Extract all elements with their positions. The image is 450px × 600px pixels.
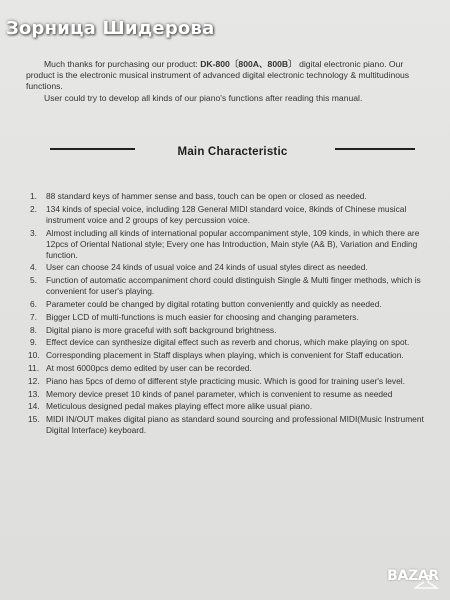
intro-paragraph-1 [26,59,426,93]
feature-item [30,312,430,323]
feature-text: Almost including all kinds of international popular accompaniment style, 109 kinds, in which there are 12pcs of Oriental National style; Every one has Introduction, Main style (A& B), Variation and Ending function. [46,227,420,260]
feature-text: MIDI IN/OUT makes digital piano as standard sound sourcing and professional MIDI(Music Instrument Digital Interface) keyboard. [46,414,424,436]
feature-number: 9. [30,337,37,348]
bazar-watermark [380,568,446,594]
feature-text: Corresponding placement in Staff displays when playing, which is convenient for Staff education. [46,350,404,361]
feature-text: Meticulous designed pedal makes playing effect more alike usual piano. [46,401,313,412]
feature-text: Bigger LCD of multi-functions is much easier for choosing and changing parameters. [46,311,359,322]
feature-item [30,299,430,310]
feature-text: Effect device can synthesize digital effect such as reverb and chorus, which make playing on spot. [46,337,410,348]
section-title: Main Characteristic [177,146,288,158]
watermark-text: BAZAR [387,568,439,584]
feature-text: Function of automatic accompaniment chord could distinguish Single & Multi finger methods, which is convenient for user's playing. [46,275,421,297]
feature-item [30,228,430,261]
hanger-icon [380,568,446,594]
section-heading [50,142,415,162]
feature-number: 7. [30,311,37,322]
feature-item [30,401,430,412]
intro-paragraph-2: User could try to develop all kinds of our piano's functions after reading this manual. [44,92,363,103]
feature-number: 1. [30,191,37,201]
feature-text: At most 6000pcs demo edited by user can be recorded. [46,362,252,373]
feature-item [30,275,430,297]
seller-name-overlay: Зорница Шидерова [6,18,215,39]
feature-number: 6. [30,298,37,309]
intro-text [26,59,426,104]
feature-number: 11. [28,362,40,373]
feature-item [30,414,430,436]
feature-item [30,389,430,400]
feature-number: 2. [30,203,37,214]
feature-text: 134 kinds of special voice, including 128 General MIDI standard voice, 8kinds of Chinese musical instrument voice and 2 groups of key percussion voice. [46,203,407,225]
feature-number: 3. [30,227,37,238]
feature-text: Digital piano is more graceful with soft background brightness. [46,324,277,335]
feature-item [30,337,430,348]
feature-item [30,363,430,374]
feature-number: 14. [28,401,40,412]
feature-number: 5. [30,275,37,286]
feature-text: 88 standard keys of hammer sense and bass, touch can be open or closed as needed. [46,191,367,201]
feature-item [30,204,430,226]
feature-number: 13. [28,388,40,399]
feature-number: 8. [30,324,37,335]
feature-number: 15. [28,414,40,425]
feature-list [30,191,430,438]
feature-item [30,262,430,273]
heading-rule-right [335,148,415,150]
feature-item [30,191,430,202]
feature-number: 12. [28,375,40,386]
feature-text: Memory device preset 10 kinds of panel parameter, which is convenient to resume as needed [46,388,393,399]
feature-text: User can choose 24 kinds of usual voice and 24 kinds of usual styles direct as needed. [46,262,368,273]
intro-lead-text: Much thanks for purchasing our product: [44,59,201,69]
feature-number: 10. [28,350,40,361]
feature-item [30,350,430,361]
feature-text: Piano has 5pcs of demo of different style practicing music. Which is good for training user's level. [46,375,405,386]
feature-item [30,325,430,336]
feature-item [30,376,430,387]
feature-text: Parameter could be changed by digital rotating button conveniently and quickly as needed. [46,298,382,309]
feature-number: 4. [30,262,37,273]
model-name: DK-800〔800A、800B〕 [200,59,297,69]
intro-body-text: digital electronic piano. Our product is the electronic musical instrument of advanced digital electronic technology & multitudinous functions. [26,59,410,92]
